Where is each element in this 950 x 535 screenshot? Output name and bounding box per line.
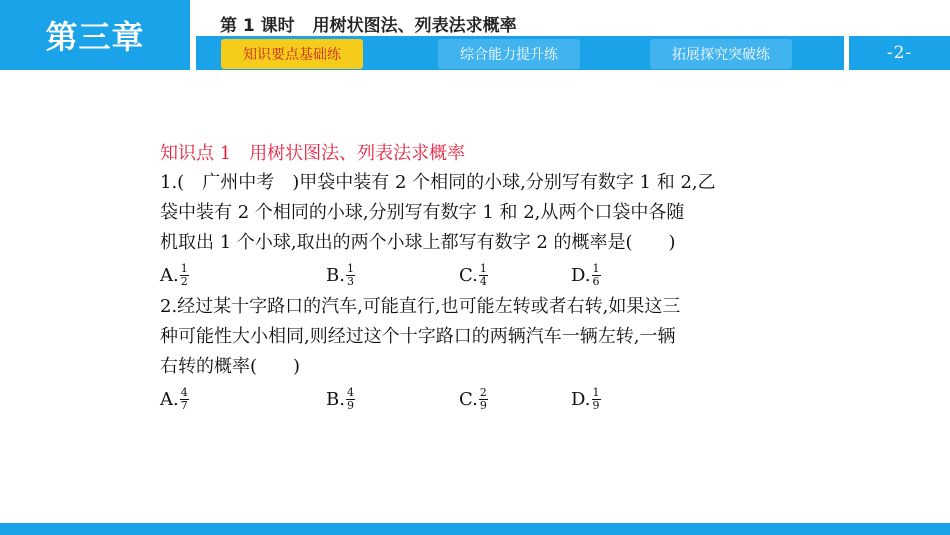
question-text-line: 右转的概率( ) bbox=[160, 356, 301, 377]
denominator: 6 bbox=[592, 274, 600, 288]
footer-bar bbox=[0, 523, 950, 535]
denominator: 3 bbox=[346, 274, 354, 288]
chapter-box bbox=[0, 0, 190, 70]
option-b[interactable] bbox=[326, 382, 355, 416]
option-label: A. bbox=[160, 264, 179, 286]
main-content bbox=[160, 140, 800, 416]
numerator: 1 bbox=[592, 385, 600, 399]
option-label: C. bbox=[459, 388, 478, 410]
lesson-topic: 用树状图法、列表法求概率 bbox=[312, 16, 517, 36]
option-label: D. bbox=[571, 264, 591, 286]
answer-options bbox=[160, 382, 800, 416]
option-label: C. bbox=[459, 264, 478, 286]
question-text-line: 2.经过某十字路口的汽车,可能直行,也可能左转或者右转,如果这三 bbox=[160, 296, 681, 317]
numerator: 2 bbox=[479, 385, 487, 399]
numerator: 4 bbox=[346, 385, 354, 399]
question-1 bbox=[160, 168, 800, 292]
option-b[interactable] bbox=[326, 258, 355, 292]
fraction bbox=[180, 263, 189, 288]
denominator: 9 bbox=[346, 398, 354, 412]
question-text-line: 1.( 广州中考 )甲袋中装有 2 个相同的小球,分别写有数字 1 和 2,乙 bbox=[160, 172, 716, 193]
question-2 bbox=[160, 292, 800, 416]
tab-basic-practice[interactable]: 知识要点基础练 bbox=[221, 39, 363, 69]
numerator: 4 bbox=[180, 385, 188, 399]
fraction bbox=[346, 387, 355, 412]
numerator: 1 bbox=[592, 261, 600, 275]
tab-extension-practice[interactable]: 拓展探究突破练 bbox=[650, 39, 792, 69]
option-label: D. bbox=[571, 388, 591, 410]
numerator: 1 bbox=[346, 261, 354, 275]
denominator: 4 bbox=[479, 274, 487, 288]
question-text-line: 机取出 1 个小球,取出的两个小球上都写有数字 2 的概率是( ) bbox=[160, 232, 676, 253]
knowledge-point-title: 用树状图法、列表法求概率 bbox=[249, 143, 466, 164]
numerator: 1 bbox=[479, 261, 487, 275]
option-c[interactable] bbox=[459, 258, 488, 292]
answer-options bbox=[160, 258, 800, 292]
option-c[interactable] bbox=[459, 382, 488, 416]
fraction bbox=[592, 387, 601, 412]
fraction bbox=[479, 387, 488, 412]
knowledge-point-label: 知识点 1 bbox=[160, 143, 232, 164]
option-d[interactable] bbox=[571, 258, 601, 292]
option-label: A. bbox=[160, 388, 179, 410]
chapter-title: 第三章 bbox=[45, 18, 145, 56]
option-a[interactable] bbox=[160, 382, 189, 416]
option-label: B. bbox=[326, 388, 345, 410]
fraction bbox=[592, 263, 601, 288]
option-d[interactable] bbox=[571, 382, 601, 416]
knowledge-point-heading bbox=[160, 140, 800, 168]
page-number-box bbox=[849, 36, 950, 70]
question-text-line: 袋中装有 2 个相同的小球,分别写有数字 1 和 2,从两个口袋中各随 bbox=[160, 202, 685, 223]
lesson-title bbox=[220, 11, 517, 36]
fraction bbox=[346, 263, 355, 288]
option-a[interactable] bbox=[160, 258, 189, 292]
page-number: -2- bbox=[886, 43, 913, 63]
tab-comprehensive-practice[interactable]: 综合能力提升练 bbox=[438, 39, 580, 69]
question-text-line: 种可能性大小相同,则经过这个十字路口的两辆汽车一辆左转,一辆 bbox=[160, 326, 676, 347]
denominator: 9 bbox=[479, 398, 487, 412]
option-label: B. bbox=[326, 264, 345, 286]
lesson-number: 第 1 课时 bbox=[220, 16, 295, 36]
numerator: 1 bbox=[180, 261, 188, 275]
denominator: 9 bbox=[592, 398, 600, 412]
denominator: 2 bbox=[180, 274, 188, 288]
denominator: 7 bbox=[180, 398, 188, 412]
fraction bbox=[180, 387, 189, 412]
fraction bbox=[479, 263, 488, 288]
